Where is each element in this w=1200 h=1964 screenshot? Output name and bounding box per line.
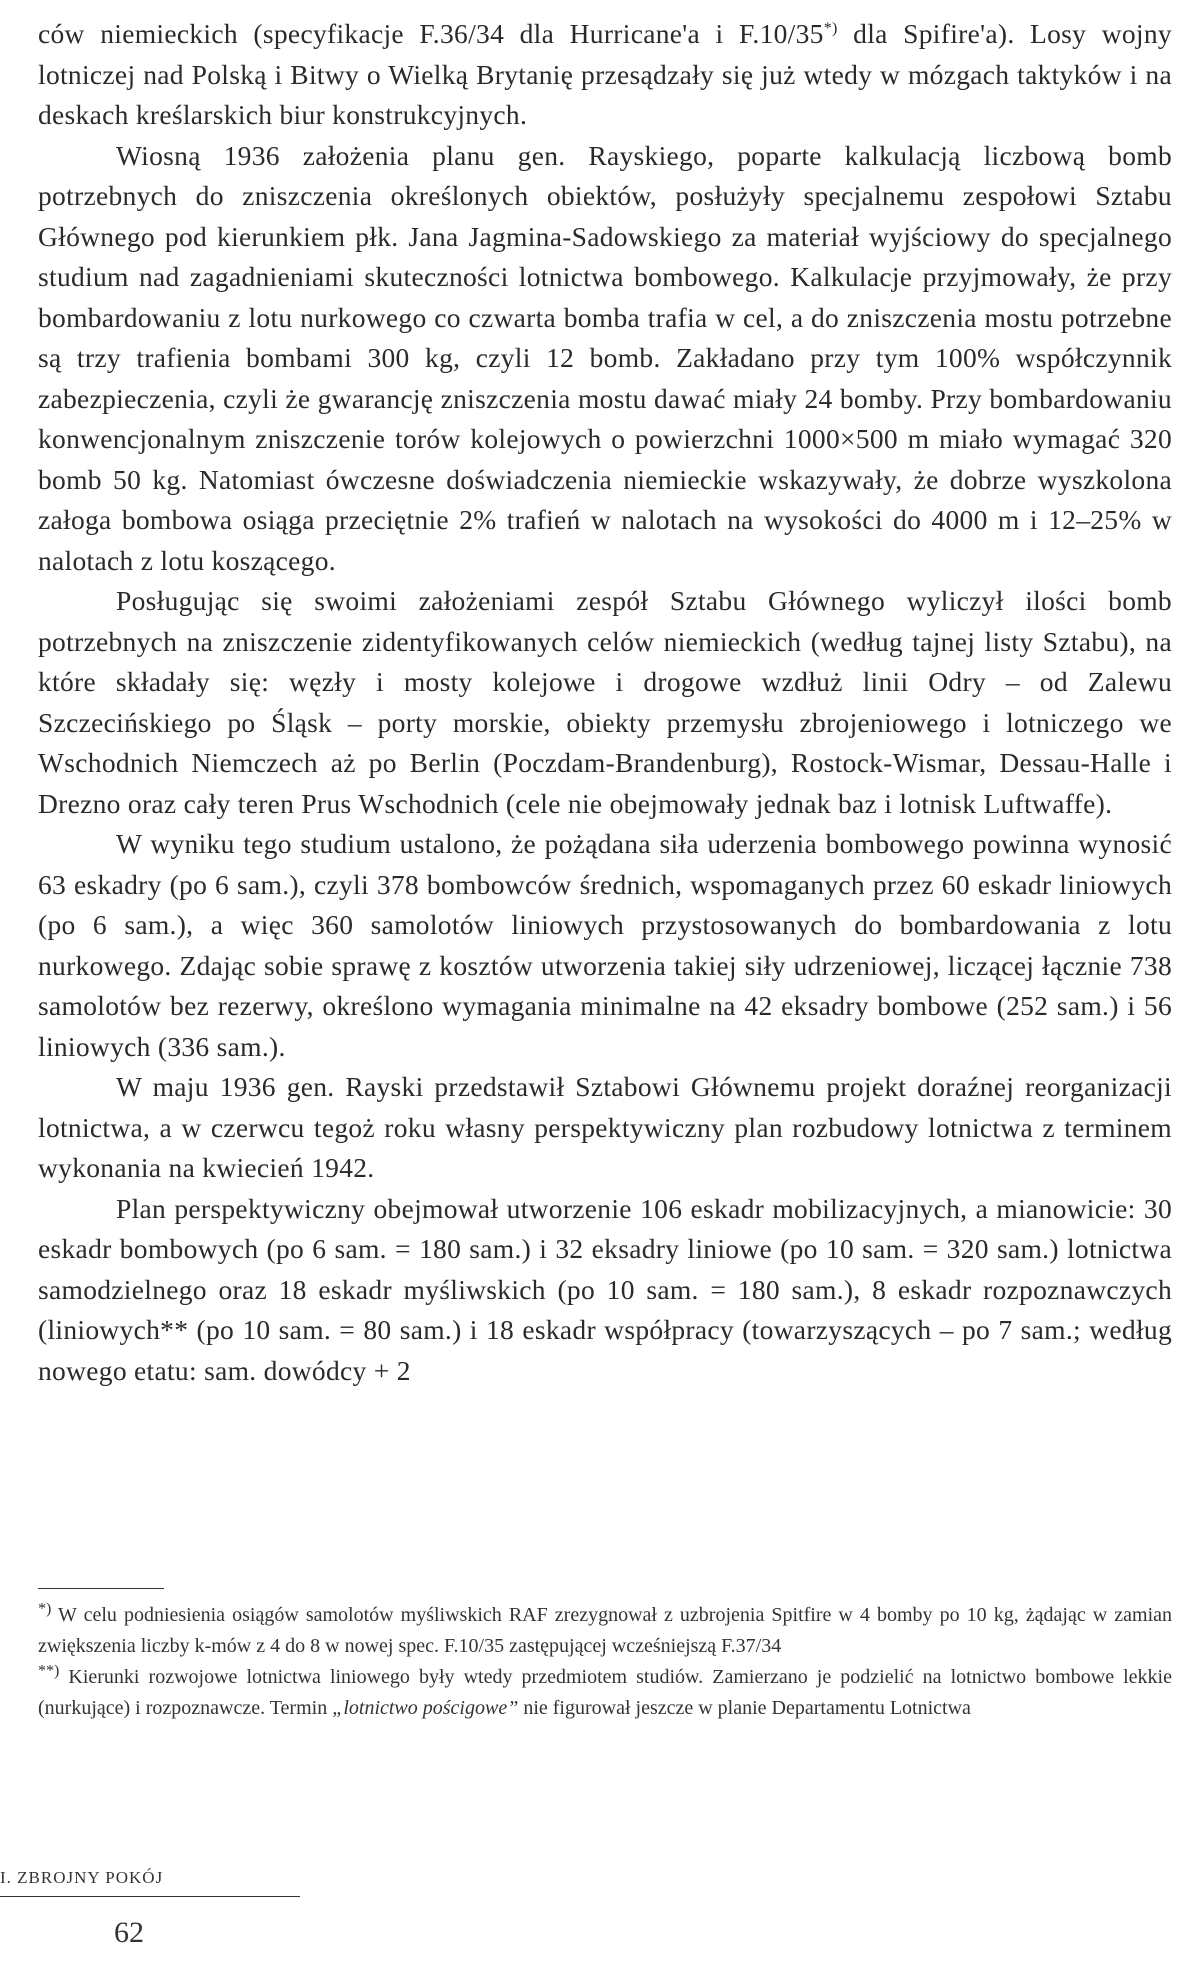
- paragraph-5: W maju 1936 gen. Rayski przedstawił Sztabowi Głównemu projekt doraźnej reorganizacji lotnictwa, a w czerwcu tegoż roku własny perspektywiczny plan rozbudowy lotnictwa z terminem wykonania na kwiecień 1942.: [38, 1071, 1172, 1183]
- paragraph-4: W wyniku tego studium ustalono, że pożądana siła uderzenia bombowego powinna wynosić 63 eskadry (po 6 sam.), czyli 378 bombowców średnich, wspomaganych przez 60 eskadr liniowych (po 6 sam.), a więc 360 samolotów liniowych przystosowanych do bombardowania z lotu nurkowego. Zdając sobie sprawę z kosztów utworzenia takiej siły udrzeniowej, liczącej łącznie 738 samolotów bez rezerwy, określono wymagania minimalne na 42 eksadry bombowe (252 sam.) i 56 liniowych (336 sam.).: [38, 828, 1172, 1062]
- footnote-2: [38, 1662, 1172, 1724]
- paragraph-2: Wiosną 1936 założenia planu gen. Rayskiego, poparte kalkulacją liczbową bomb potrzebnych do zniszczenia określonych obiektów, posłużyły specjalnemu zespołowi Sztabu Głównego pod kierunkiem płk. Jana Jagmina-Sadowskiego za materiał wyjściowy do specjalnego studium nad zagadnieniami skuteczności lotnictwa bombowego. Kalkulacje przyjmowały, że przy bombardowaniu z lotu nurkowego co czwarta bomba trafia w cel, a do zniszczenia mostu potrzebne są trzy trafienia bombami 300 kg, czyli 12 bomb. Zakładano przy tym 100% współczynnik zabezpieczenia, czyli że gwarancję zniszczenia mostu dawać miały 24 bomby. Przy bombardowaniu konwencjonalnym zniszczenie torów kolejowych o powierzchni 1000×500 m miało wymagać 320 bomb 50 kg. Natomiast ówczesne doświadczenia niemieckie wskazywały, że dobrze wyszkolona załoga bombowa osiąga przeciętnie 2% trafień w nalotach na wysokości do 4000 m i 12–25% w nalotach z lotu koszącego.: [38, 139, 1172, 576]
- footnote-1: [38, 1600, 1172, 1662]
- page-number: 62: [114, 1916, 144, 1949]
- footnote-text: nie figurował jeszcze w planie Departamentu Lotnictwa: [518, 1697, 971, 1719]
- footnotes: [38, 1600, 1172, 1724]
- paragraph-1: [38, 14, 1172, 136]
- paragraph-text: (po 10 sam. = 80 sam.) i 18 eskadr współpracy (towarzyszących – po 7 sam.; według nowego etatu: sam. dowódcy + 2: [38, 1314, 1172, 1386]
- footnote-text: W celu podniesienia osiągów samolotów myśliwskich RAF zrezygnował z uzbrojenia Spitfire w 4 bomby po 10 kg, żądając w zamian zwiększenia liczby k-mów z 4 do 8 w nowej spec. F.10/35 zastępującej wcześniejszą F.37/34: [38, 1604, 1173, 1657]
- paragraph-text: ców niemieckich (specyfikacje F.36/34 dla Hurricane'a i F.10/35: [38, 18, 824, 49]
- footnote-mark: *): [38, 1600, 52, 1618]
- footnote-text: Kierunki rozwojowe lotnictwa liniowego były wtedy przedmiotem studiów. Zamierzano je podzielić na lotnictwo bombowe lekkie (nurkujące) i rozpoznawcze. Termin: [38, 1666, 1172, 1719]
- paragraph-3: Posługując się swoimi założeniami zespół Sztabu Głównego wyliczył ilości bomb potrzebnych na zniszczenie zidentyfikowanych celów niemieckich (według tajnej listy Sztabu), na które składały się: węzły i mosty kolejowe i drogowe wzdłuż linii Odry – od Zalewu Szczecińskiego po Śląsk – porty morskie, obiekty przemysłu zbrojeniowego i lotniczego we Wschodnich Niemczech aż po Berlin (Poczdam-Brandenburg), Rostock-Wismar, Dessau-Halle i Drezno oraz cały teren Prus Wschodnich (cele nie obejmowały jednak baz i lotnisk Luftwaffe).: [38, 585, 1172, 819]
- footnote-emphasis: „lotnictwo pościgowe”: [332, 1697, 519, 1719]
- footnote-divider: [38, 1588, 164, 1589]
- running-footer: I. ZBROJNY POKÓJ: [0, 1868, 164, 1887]
- footnote-mark: **): [38, 1662, 60, 1680]
- paragraph-6: [38, 1189, 1172, 1392]
- footnote-ref-1: *): [823, 19, 838, 37]
- footnote-ref-2: **: [160, 1314, 189, 1345]
- main-text: [38, 14, 1172, 1391]
- footer-divider: [0, 1896, 300, 1897]
- paragraph-text: dla Spifire'a). Losy wojny lotniczej nad Polską i Bitwy o Wielką Brytanię przesądzały się już wtedy w mózgach taktyków i na deskach kreślarskich biur konstrukcyjnych.: [38, 18, 1172, 130]
- paragraph-text: Plan perspektywiczny obejmował utworzenie 106 eskadr mobilizacyjnych, a mianowicie: 30 eskadr bombowych (po 6 sam. = 180 sam.) i 32 eksadry liniowe (po 10 sam. = 320 sam.) lotnictwa samodzielnego oraz 18 eskadr myśliwskich (po 10 sam. = 180 sam.), 8 eskadr rozpoznawczych (liniowych: [38, 1192, 1172, 1345]
